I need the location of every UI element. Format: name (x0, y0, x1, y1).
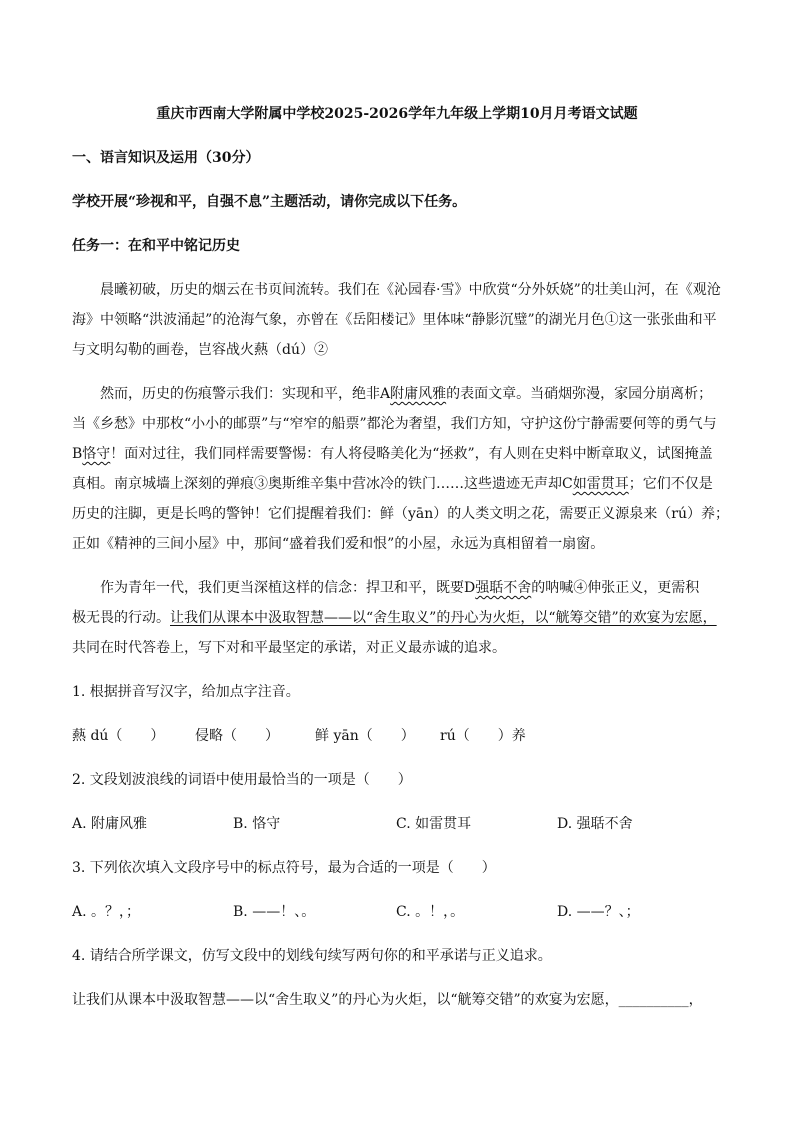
text-span: 然而，历史的伤痕警示我们：实现和平，绝非 (100, 386, 380, 402)
q3-option-d: D. ——？、； (557, 904, 640, 920)
q1-item: rú（ ）养 (440, 728, 526, 744)
option-marker: D (464, 580, 476, 596)
wavy-word-b: 恪守 (82, 446, 111, 462)
paragraph-2-line-4 (72, 475, 713, 493)
paragraph-2-line-1 (100, 385, 712, 403)
paragraph-3-line-2 (72, 609, 717, 627)
page-title: 重庆市西南大学附属中学校2025-2026学年九年级上学期10月月考语文试题 (156, 106, 638, 122)
underlined-sentence: 让我们从课本中汲取智慧——以“舍生取义”的丹心为火炬，以“觥筹交错”的欢宴为宏愿， (170, 610, 717, 626)
paragraph-3-line-3: 共同在时代答卷上，写下对和平最坚定的承诺，对正义最赤诚的追求。 (72, 640, 506, 656)
q2-option-c: C. 如雷贯耳 (396, 816, 472, 832)
q3-option-a: A. 。？，； (72, 904, 141, 920)
question-2-stem: 2. 文段划波浪线的词语中使用最恰当的一项是（ ） (72, 772, 412, 788)
option-marker: B (72, 446, 83, 462)
text-span: ！面对过往，我们同样需要警惕：有人将侵略美化为“拯救”，有人则在史料中断章取义，试图掩盖 (110, 446, 713, 462)
q1-item: 鲜 yān（ ） (315, 728, 415, 744)
text-span: 的表面文章。当硝烟弥漫，家园分崩离析； (446, 386, 713, 402)
question-1-stem: 1. 根据拼音写汉字，给加点字注音。 (72, 684, 300, 700)
task-heading: 任务一：在和平中铭记历史 (72, 238, 240, 254)
paragraph-2-line-2: 当《乡愁》中那枚“小小的邮票”与“窄窄的船票”都沦为奢望，我们方知，守护这份宁静需要何等的勇气与 (72, 416, 717, 432)
text-span: ；它们不仅是 (628, 476, 713, 492)
wavy-word-d: 强聒不舍 (475, 580, 532, 596)
text-span: 真相。南京城墙上深刻的弹痕③奥斯维辛集中营冰冷的铁门……这些遗迹无声却 (72, 476, 562, 492)
activity-intro: 学校开展“珍视和平，自强不息”主题活动，请你完成以下任务。 (72, 194, 467, 210)
question-4-stem: 4. 请结合所学课文，仿写文段中的划线句续写两句你的和平承诺与正义追求。 (72, 948, 552, 964)
paragraph-1-line-1: 晨曦初破，历史的烟云在书页间流转。我们在《沁园春·雪》中欣赏“分外妖娆”的壮美山河，在《观沧 (100, 282, 721, 298)
wavy-word-c: 如雷贯耳 (572, 476, 629, 492)
q3-option-c: C. 。！，。 (396, 904, 465, 920)
question-3-stem: 3. 下列依次填入文段序号中的标点符号，最为合适的一项是（ ） (72, 860, 496, 876)
paragraph-3-line-1 (100, 579, 699, 597)
paragraph-1-line-3: 与文明勾勒的画卷，岂容战火爇（dú）② (72, 342, 328, 358)
paragraph-1-line-2: 海》中领略“洪波涌起”的沧海气象，亦曾在《岳阳楼记》里体味“静影沉璧”的湖光月色①这一张张曲和平 (72, 312, 717, 328)
q2-option-b: B. 恪守 (233, 816, 281, 832)
section-heading: 一、语言知识及运用（30分） (72, 150, 260, 166)
q2-option-a: A. 附庸风雅 (72, 816, 148, 832)
q3-option-b: B. ——！、。 (233, 904, 316, 920)
question-4-answer-line: 让我们从课本中汲取智慧——以“舍生取义”的丹心为火炬，以“觥筹交错”的欢宴为宏愿，__________， (72, 992, 703, 1008)
option-marker: A (380, 386, 391, 402)
text-span: 的呐喊④伸张正义，更需积 (531, 580, 700, 596)
option-marker: C (562, 476, 573, 492)
text-span: 极无畏的行动。 (72, 610, 170, 626)
paragraph-2-line-5: 历史的注脚，更是长鸣的警钟！它们提醒着我们：鲜（yān）的人类文明之花，需要正义源泉来（rú）养； (72, 506, 729, 522)
q1-item: 侵略（ ） (195, 728, 279, 744)
wavy-word-a: 附庸风雅 (390, 386, 447, 402)
paragraph-2-line-3 (72, 445, 713, 463)
text-span: 作为青年一代，我们更当深植这样的信念：捍卫和平，既要 (100, 580, 464, 596)
q1-item: 爇 dú（ ） (72, 728, 165, 744)
paragraph-2-line-6: 正如《精神的三间小屋》中，那间“盛着我们爱和恨”的小屋，永远为真相留着一扇窗。 (72, 536, 605, 552)
q2-option-d: D. 强聒不舍 (557, 816, 633, 832)
